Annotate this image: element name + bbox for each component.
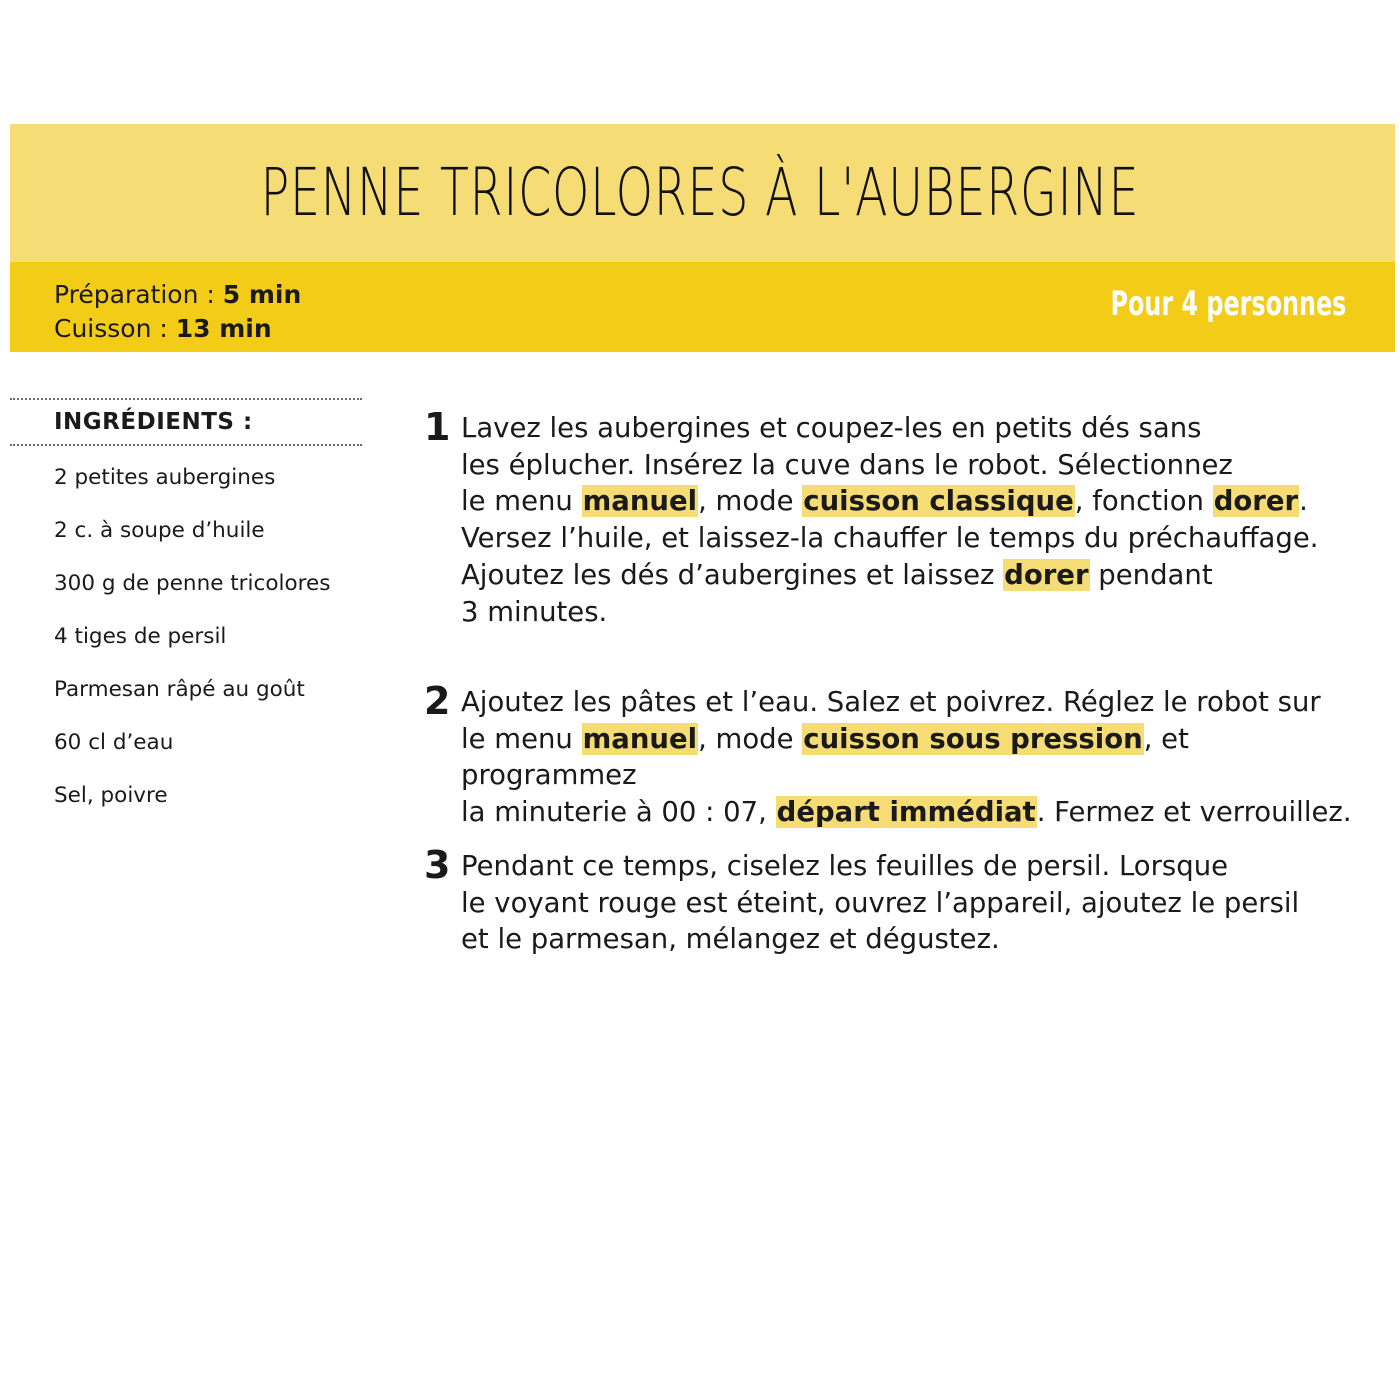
ingredients-heading: INGRÉDIENTS : — [54, 409, 253, 435]
text: , mode — [698, 722, 803, 755]
step-line: Versez l’huile, et laissez-la chauffer le temps du préchauffage. — [461, 522, 1319, 555]
step-line: Ajoutez les pâtes et l’eau. Salez et poivrez. Réglez le robot sur — [461, 686, 1321, 718]
text: pendant — [1089, 558, 1213, 591]
ingredient-item: 2 petites aubergines — [54, 465, 276, 490]
ingredient-item: Parmesan râpé au goût — [54, 677, 305, 702]
divider-bottom — [10, 444, 362, 446]
text: le menu — [461, 722, 582, 755]
step-number: 3 — [424, 843, 451, 887]
highlight-keyword: dorer — [1213, 485, 1299, 518]
ingredient-item: Sel, poivre — [54, 783, 168, 808]
step-2 — [424, 679, 1364, 831]
highlight-keyword: départ immédiat — [776, 796, 1036, 829]
text: le menu — [461, 485, 582, 518]
text: la minuterie à 00 : 07, — [461, 796, 776, 829]
servings: Pour 4 personnes — [1110, 284, 1346, 324]
divider-top — [10, 398, 362, 400]
step-number: 2 — [424, 679, 451, 723]
timing-info — [54, 278, 301, 346]
step-line: et le parmesan, mélangez et dégustez. — [461, 923, 1000, 956]
text: , fonction — [1074, 485, 1213, 518]
recipe-title: PENNE TRICOLORES À L'AUBERGINE — [260, 154, 1140, 231]
highlight-keyword: cuisson sous pression — [803, 722, 1143, 755]
cook-value: 13 min — [175, 314, 272, 343]
ingredient-item: 60 cl d’eau — [54, 730, 174, 755]
step-number: 1 — [424, 405, 451, 449]
step-line — [461, 557, 1319, 594]
step-3 — [424, 843, 1300, 958]
ingredients-list — [54, 464, 330, 835]
ingredient-item: 4 tiges de persil — [54, 624, 227, 649]
text: , et programmez — [461, 722, 1189, 792]
step-line: le voyant rouge est éteint, ouvrez l’appareil, ajoutez le persil — [461, 886, 1300, 919]
step-1 — [424, 405, 1319, 630]
highlight-keyword: dorer — [1004, 558, 1089, 591]
prep-time — [54, 278, 301, 312]
ingredient-item: 2 c. à soupe d’huile — [54, 518, 265, 543]
cook-label: Cuisson : — [54, 314, 176, 343]
prep-label: Préparation : — [54, 280, 223, 309]
prep-value: 5 min — [222, 280, 302, 309]
highlight-keyword: manuel — [582, 722, 698, 755]
step-line: Pendant ce temps, ciselez les feuilles de persil. Lorsque — [461, 850, 1229, 882]
text: . — [1299, 485, 1308, 518]
step-line: les éplucher. Insérez la cuve dans le robot. Sélectionnez — [461, 448, 1233, 481]
cook-time — [54, 312, 301, 346]
text: Ajoutez les dés d’aubergines et laissez — [461, 558, 1004, 591]
highlight-keyword: manuel — [582, 485, 698, 518]
text: . Fermez et verrouillez. — [1036, 796, 1352, 829]
step-line — [461, 721, 1364, 794]
text: , mode — [698, 485, 803, 518]
step-line: Lavez les aubergines et coupez-les en petits dés sans — [461, 412, 1202, 444]
step-line — [461, 794, 1364, 831]
highlight-keyword: cuisson classique — [803, 485, 1074, 518]
step-line: 3 minutes. — [461, 595, 608, 628]
ingredient-item: 300 g de penne tricolores — [54, 571, 331, 596]
step-line — [461, 483, 1319, 520]
